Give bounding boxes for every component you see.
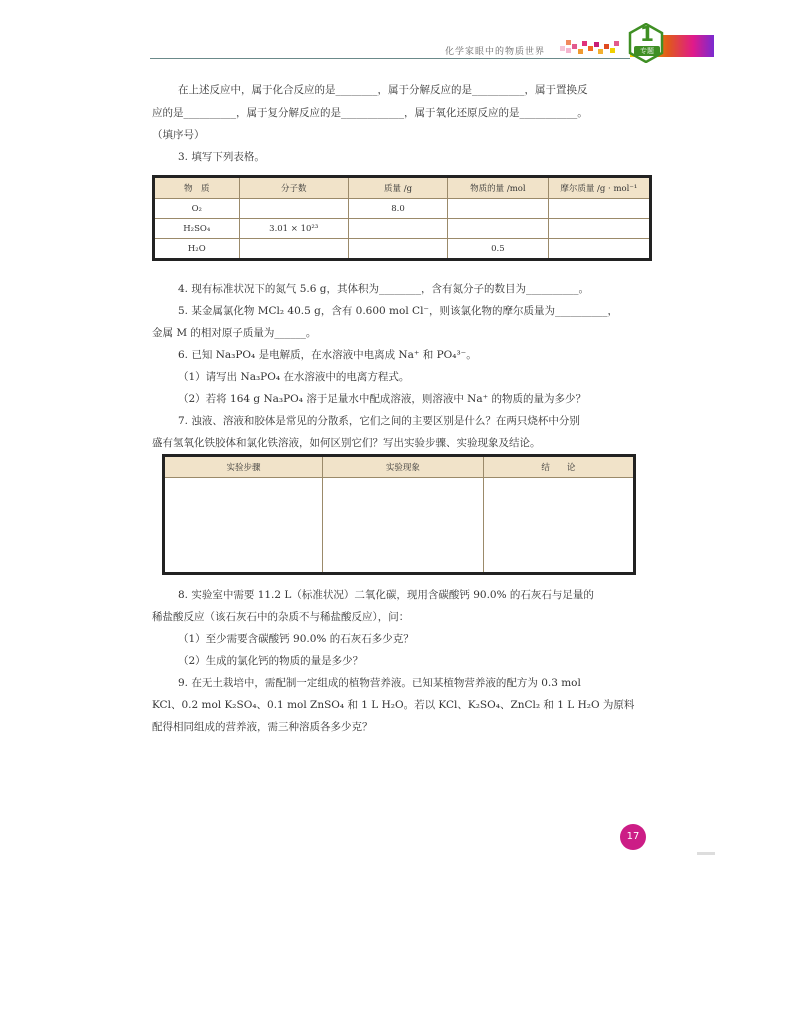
table-header-cell: 实验步骤 bbox=[164, 456, 323, 478]
table-cell bbox=[348, 239, 447, 260]
question-3: 3. 填写下列表格。 bbox=[178, 151, 265, 163]
table-cell: O₂ bbox=[154, 199, 240, 219]
table-cell bbox=[239, 199, 348, 219]
table-cell bbox=[548, 239, 650, 260]
table-cell: H₂O bbox=[154, 239, 240, 260]
question-9-continued: 配得相同组成的营养液，需三种溶质各多少克？ bbox=[152, 721, 373, 733]
chapter-badge-label: 专题 bbox=[634, 46, 660, 56]
table-header-row bbox=[164, 456, 635, 478]
question-6: 6. 已知 Na₃PO₄ 是电解质，在水溶液中电离成 Na⁺ 和 PO₄³⁻。 bbox=[178, 349, 477, 361]
page-edge-bar bbox=[697, 852, 715, 855]
table-header-cell: 分子数 bbox=[239, 177, 348, 199]
question-8-part-1: （1）至少需要含碳酸钙 90.0% 的石灰石多少克？ bbox=[178, 633, 414, 645]
question-8-part-2: （2）生成的氯化钙的物质的量是多少？ bbox=[178, 655, 364, 667]
experiment-table bbox=[162, 454, 636, 575]
table-row bbox=[154, 239, 651, 260]
table-cell bbox=[322, 478, 483, 574]
question-8-continued: 稀盐酸反应（该石灰石中的杂质不与稀盐酸反应），问： bbox=[152, 611, 410, 623]
question-6-part-1: （1）请写出 Na₃PO₄ 在水溶液中的电离方程式。 bbox=[178, 371, 410, 383]
text-line: 应的是__________，属于复分解反应的是____________，属于氧化还原反应的是___________。 bbox=[152, 107, 588, 119]
table-header-cell: 摩尔质量 /g · mol⁻¹ bbox=[548, 177, 650, 199]
table-header-cell: 物 质 bbox=[154, 177, 240, 199]
pixel-mosaic-decoration bbox=[560, 40, 620, 56]
table-cell bbox=[448, 199, 548, 219]
table-header-row bbox=[154, 177, 651, 199]
table-header-cell: 质量 /g bbox=[348, 177, 447, 199]
question-9: 9. 在无土栽培中，需配制一定组成的植物营养液。已知某植物营养液的配方为 0.3 mol bbox=[178, 677, 581, 689]
running-header-title: 化学家眼中的物质世界 bbox=[445, 47, 546, 57]
table-cell bbox=[239, 239, 348, 260]
text-line: （填序号） bbox=[152, 129, 205, 141]
question-5: 5. 某金属氯化物 MCl₂ 40.5 g，含有 0.600 mol Cl⁻，则该氯化物的摩尔质量为__________， bbox=[178, 305, 618, 317]
table-cell bbox=[448, 219, 548, 239]
fill-in-table bbox=[152, 175, 652, 261]
table-header-cell: 实验现象 bbox=[322, 456, 483, 478]
chapter-badge-number: 1 bbox=[640, 22, 654, 46]
question-8: 8. 实验室中需要 11.2 L（标准状况）二氧化碳，现用含碳酸钙 90.0% 的石灰石与足量的 bbox=[178, 589, 594, 601]
question-7-continued: 盛有氢氧化铁胶体和氯化铁溶液，如何区别它们？写出实验步骤、实验现象及结论。 bbox=[152, 437, 541, 449]
table-cell: 3.01 × 10²³ bbox=[239, 219, 348, 239]
question-7: 7. 浊液、溶液和胶体是常见的分散系，它们之间的主要区别是什么？在两只烧杯中分别 bbox=[178, 415, 580, 427]
table-cell: 8.0 bbox=[348, 199, 447, 219]
header-rule bbox=[150, 58, 630, 59]
question-4: 4. 现有标准状况下的氮气 5.6 g，其体积为________，含有氮分子的数目为__________。 bbox=[178, 283, 589, 295]
table-cell: H₂SO₄ bbox=[154, 219, 240, 239]
table-header-cell: 物质的量 /mol bbox=[448, 177, 548, 199]
question-5-continued: 金属 M 的相对原子质量为______。 bbox=[152, 327, 317, 339]
table-row bbox=[154, 219, 651, 239]
table-header-cell: 结 论 bbox=[483, 456, 634, 478]
table-row bbox=[154, 199, 651, 219]
table-cell bbox=[548, 219, 650, 239]
table-cell bbox=[164, 478, 323, 574]
text-line: 在上述反应中，属于化合反应的是________，属于分解反应的是__________，属于置换反 bbox=[178, 84, 588, 96]
question-9-continued: KCl、0.2 mol K₂SO₄、0.1 mol ZnSO₄ 和 1 L H₂O。若以 KCl、K₂SO₄、ZnCl₂ 和 1 L H₂O 为原料 bbox=[152, 699, 635, 711]
table-cell bbox=[548, 199, 650, 219]
question-6-part-2: （2）若将 164 g Na₃PO₄ 溶于足量水中配成溶液，则溶液中 Na⁺ 的物质的量为多少？ bbox=[178, 393, 586, 405]
table-cell bbox=[483, 478, 634, 574]
table-cell: 0.5 bbox=[448, 239, 548, 260]
table-cell bbox=[348, 219, 447, 239]
table-row bbox=[164, 478, 635, 574]
page-number: 17 bbox=[620, 824, 646, 850]
